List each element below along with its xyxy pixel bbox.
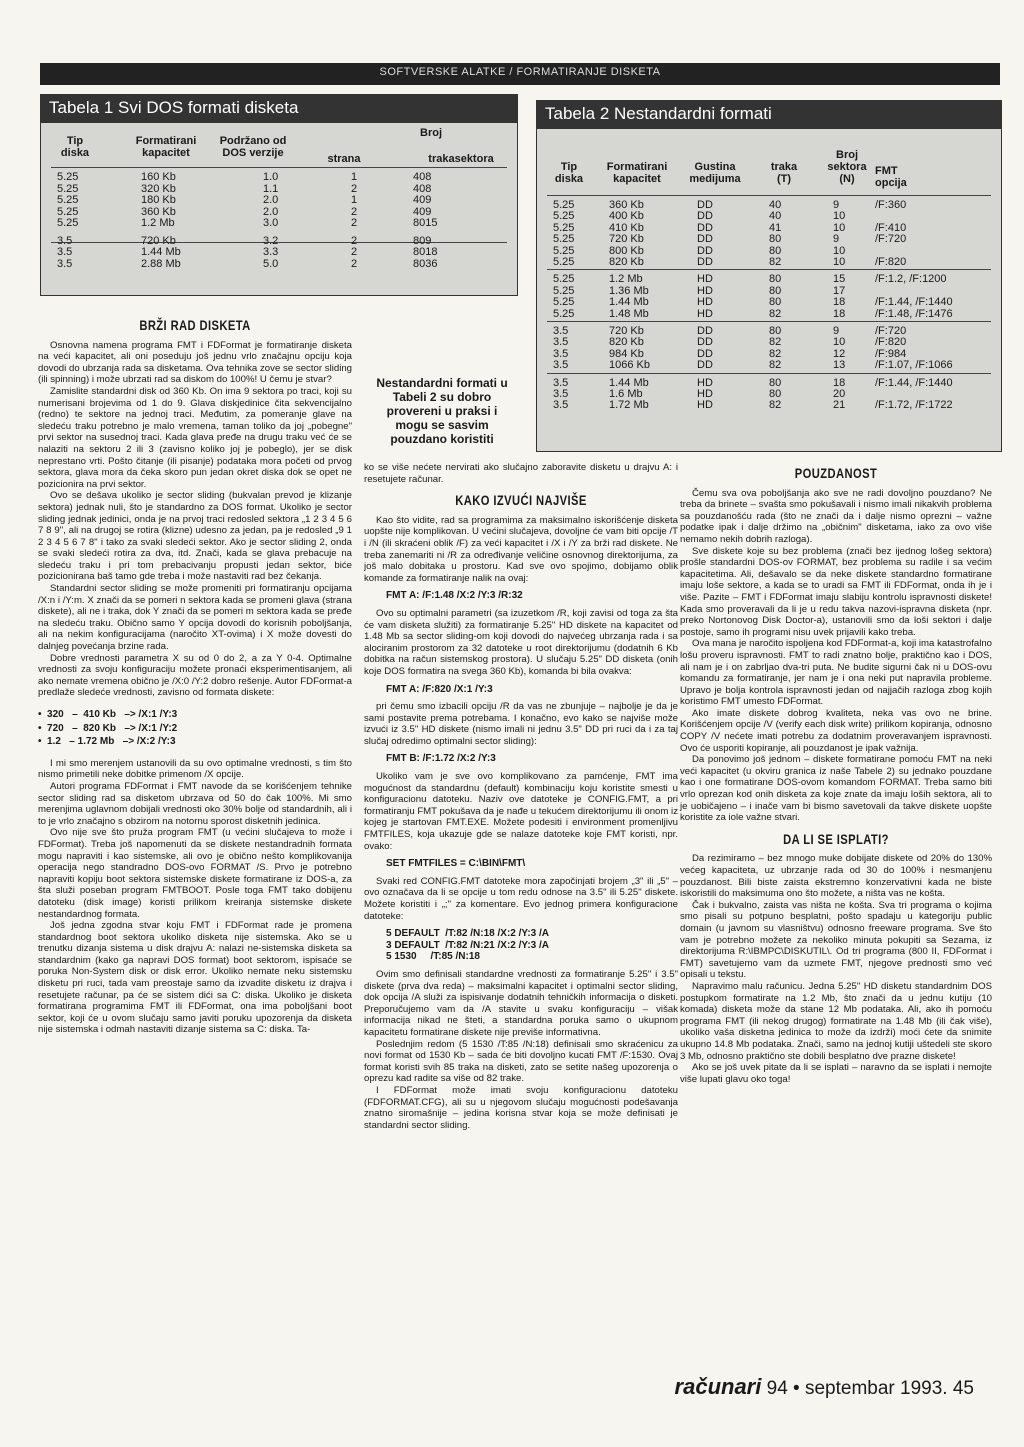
t1-header-broj: Broj bbox=[420, 127, 442, 139]
t1-cell: 1 bbox=[351, 171, 358, 183]
t1-cell: 2 bbox=[351, 205, 358, 218]
paragraph: Kao što vidite, rad sa programima za maksimalno iskorišćenje disketa uopšte nije komplikovan. U većini slučajeva, dovoljne će vam biti opcije /T i /N (ili skraćeni oblik /F) za veći kapacitet i /X i /Y za brži rad diskete. Ne treba zanemariti ni /R za određivanje veličine osnovnog direktorijuma, za još malo dobitaka u prostoru. Kad sve ovo spojimo, dobijamo oblik komande za formatiranje nalik na ovaj: bbox=[364, 514, 678, 584]
t2-cell: 80 bbox=[769, 325, 782, 337]
t2-cell: 13 bbox=[833, 359, 846, 372]
paragraph: Ako imate diskete dobrog kvaliteta, neka vas ovo ne brine. Korišćenjem opcije /V (verify each disk write) prilikom kopiranja, odnosno COPY /V nećete imati potrebu za dodatnim proveravanjem ispravnosti. Ovo će usporiti kopiranje, ali pouzdanost je ipak važnija. bbox=[680, 707, 992, 754]
t1-cell: 2 bbox=[351, 257, 358, 270]
t2-header-fmt: FMT opcija bbox=[875, 165, 907, 189]
t1-cell: 2 bbox=[351, 182, 358, 195]
t2-header-tip: Tip diska bbox=[554, 161, 584, 185]
t1-cell: 180 Kb bbox=[141, 194, 176, 206]
table-1 bbox=[40, 94, 518, 296]
t2-cell: 1.48 Mb bbox=[609, 307, 649, 320]
t1-header-trak: trakasektora bbox=[428, 153, 494, 165]
t1-cell: 160 Kb bbox=[141, 171, 176, 183]
t1-cell: 1.44 Mb bbox=[141, 246, 181, 258]
t2-cell: 5.25 bbox=[553, 244, 575, 257]
t1-header-strana: strana bbox=[327, 153, 361, 165]
t1-cell: 320 Kb bbox=[141, 182, 176, 195]
t2-cell: 5.25 bbox=[553, 296, 575, 309]
paragraph: Ovim smo definisali standardne vrednosti za formatiranje 5.25" i 3.5" diskete (prva dva reda) – maksimalni kapacitet i optimalni sector sliding, dok opcija /A služi za ispisivanje dodatnih tehničkih informacija o disketi. Preporučujemo vam da /A stavite u svaku konfiguraciju – višak informacija nikad ne šteti, a standardna poruka samo o ukupnom kapacitetu formatirane diskete nije previše informativna. bbox=[364, 968, 678, 1038]
paragraph: Ovo su optimalni parametri (sa izuzetkom /R, koji zavisi od toga za šta će vam disketa služiti) za formatiranje 5.25" HD diskete na kapacitet od 1.48 Mb sa sector sliding-om koji dovodi do najvećeg ubrzanja rada i sa alociranim prostorom za 32 datoteke u root direktorijumu (dodatnih 6 Kb dobitka na račun sistemskog prostora). U slučaju 5.25" DD disketa (onih koje DOS formatira na svega 360 Kb), komanda bi bila ovakva: bbox=[364, 607, 678, 677]
t1-cell: 5.25 bbox=[57, 194, 79, 206]
t2-cell: 82 bbox=[769, 336, 782, 349]
page-footer bbox=[675, 1374, 974, 1400]
paragraph: ko se više nećete nervirati ako slučajno zaboravite disketu u drajvu A: i resetujete računar. bbox=[364, 462, 678, 485]
t2-cell: HD bbox=[697, 284, 713, 297]
t1-cell: 5.25 bbox=[57, 182, 79, 195]
t2-cell: 820 Kb bbox=[609, 256, 644, 268]
t2-cell: 5.25 bbox=[553, 307, 575, 320]
t2-cell: 720 Kb bbox=[609, 233, 644, 246]
t2-cell: 80 bbox=[769, 376, 782, 389]
paragraph: Još jedna zgodna stvar koju FMT i FDFormat rade je promena standardnog boot sektora ukoliko disketa nije sistemska. Ako se u trenutku dizanja sistema u disk drajvu A: nalazi ne-sistemska disketa sa standardnim (kako ga napravi DOS format) boot sektorom, ispisaće se poruka Non-System disk or disk error. Ukoliko nemate neku sistemsku disketu pri ruci, tada vam preostaje samo da izvadite disketu iz drajva i resetujete računar, pa će se sistem dići sa C: diska. Ukoliko je disketa formatirana programima FMT ili FDFormat, ona ima poboljšani boot sektor, koji će u ovom slučaju samo javiti poruku upozorenja da disketa nije sistemska i odmah nastaviti dizanje sistema sa C: diska. Ta- bbox=[38, 920, 352, 1036]
t2-cell: 82 bbox=[769, 256, 782, 268]
command-example: SET FMTFILES = C:\BIN\FMT\ bbox=[386, 858, 526, 870]
t2-cell: 1.72 Mb bbox=[609, 399, 649, 412]
t1-divider bbox=[51, 242, 507, 243]
t2-cell: 80 bbox=[769, 388, 782, 400]
t2-cell: 82 bbox=[769, 359, 782, 372]
t2-header-broj: Broj sektora (N) bbox=[827, 149, 867, 185]
t2-divider bbox=[547, 321, 991, 322]
t2-cell: 10 bbox=[833, 244, 846, 257]
t2-cell: /F:820 bbox=[875, 336, 907, 349]
t2-cell: 10 bbox=[833, 221, 846, 234]
paragraph: I FDFormat može imati svoju konfiguracionu datoteku (FDFORMAT.CFG), ali su u njegovom slučaju mogućnosti podešavanja znatno siromašnije – jedina korisna stvar koja se može definisati je standardni sector sliding. bbox=[364, 1084, 678, 1131]
paragraph: Poslednjim redom (5 1530 /T:85 /N:18) definisali smo skraćenicu za novi format od 1530 Kb – sada će biti dovoljno kucati FMT /F:1530. Ovaj format koristi svih 85 traka na disketi, zato se setite našeg upozorenja o oprezu kad radite sa više od 82 trake. bbox=[364, 1038, 678, 1085]
article-column-2 bbox=[364, 462, 678, 1131]
bullet-item: • 320 – 410 Kb –> /X:1 /Y:3 bbox=[38, 709, 178, 720]
bullet-item: • 720 – 820 Kb –> /X:1 /Y:2 bbox=[38, 722, 178, 734]
config-example: 5 DEFAULT /T:82 /N:18 /X:2 /Y:3 /A 3 DEFAULT /T:82 /N:21 /X:2 /Y:3 /A 5 1530 /T:85 /N:18 bbox=[386, 928, 549, 963]
t2-cell: 40 bbox=[769, 199, 782, 211]
t2-cell: 40 bbox=[769, 210, 782, 223]
t2-header-kapacitet: Formatirani kapacitet bbox=[606, 161, 668, 185]
t2-cell: 80 bbox=[769, 284, 782, 297]
t1-cell: 1 bbox=[351, 194, 358, 206]
heading-brzi-rad: BRŽI RAD DISKETA bbox=[139, 317, 251, 333]
paragraph: I mi smo merenjem ustanovili da su ovo optimalne vrednosti, s tim što nismo primetili neke dobitke primenom /X opcije. bbox=[38, 757, 352, 781]
t2-cell: 10 bbox=[833, 210, 846, 223]
t2-cell: 3.5 bbox=[553, 399, 569, 412]
t2-cell: 720 Kb bbox=[609, 325, 644, 337]
t2-cell: 5.25 bbox=[553, 284, 575, 297]
t2-cell: 80 bbox=[769, 244, 782, 257]
t1-cell: 809 bbox=[413, 234, 432, 247]
t2-cell: 3.5 bbox=[553, 347, 569, 360]
command-example: FMT B: /F:1.72 /X:2 /Y:3 bbox=[386, 753, 496, 765]
paragraph: Zamislite standardni disk od 360 Kb. On ima 9 sektora po traci, koji su numerisani brojevima od 1 do 9. Glava diskjedinice čita sekvencijalno (redno) te sektore na jednoj traci. Međutim, za pomeranje glave na sledeću traku potrebno je malo vremena, taman toliko da joj „pobegne" prvi sektor na susednoj traci. Kada glava pređe na drugu traku već će se nalaziti na sektoru 2 ili 3 (zavisno koliko joj je pobeglo), jer se disk neprestano vrti. Pošto čitanje (ili pisanje) podataka mora početi od prvog sektora, glava mora da čeka skoro pun jedan okret diska dok se opet ne pozicionira na prvi sektor. bbox=[38, 385, 352, 490]
t1-cell: 2 bbox=[351, 217, 358, 229]
t2-cell: 82 bbox=[769, 307, 782, 320]
t1-cell: 409 bbox=[413, 194, 432, 206]
t2-cell: 80 bbox=[769, 296, 782, 309]
t1-cell: 409 bbox=[413, 205, 432, 218]
t2-cell: 5.25 bbox=[553, 233, 575, 246]
t2-cell: 80 bbox=[769, 273, 782, 286]
paragraph: Standardni sector sliding se može promeniti pri formatiranju opcijama /X:n i /Y:m. X znači da se pomeri n sektora kada se promeni glava (strana diskete), ali ne i traka, dok Y znači da se pomeri m sektora kada se pređe na sledeću traku. Obično samo Y opcija dovodi do korisnih poboljšanja, ali na nekim konfiguracijama (naročito XT-ovima) i X može dovesti do dalnjeg povećanja brzine rada. bbox=[38, 583, 352, 653]
t1-cell: 5.25 bbox=[57, 205, 79, 218]
t2-cell: 82 bbox=[769, 399, 782, 412]
t1-cell: 2.88 Mb bbox=[141, 257, 181, 270]
paragraph: Sve diskete koje su bez problema (znači bez ijednog lošeg sektora) prošle standardni DOS-ov FORMAT, bez problema su radile i sa većim kapacitetima. Ali, dešavalo se da neke diskete standardno formatirane imaju loše sektore, a kada se to uradi sa FMT ili FDFormat, onda ih je i više. Pazite – FMT i FDFormat imaju slabiju kontrolu ispravnosti diskete! Kada smo proveravali da li je u redu takva nazovi-ispravna disketa (npr. preko Nortonovog Disk Doctor-a), ustanovili smo da loši sektori i dalje postoje, samo ih programi nisu uvek prijavili kako treba. bbox=[680, 545, 992, 638]
t2-cell: 18 bbox=[833, 296, 846, 309]
t2-cell: 1066 Kb bbox=[609, 359, 650, 372]
t2-cell: /F:1.44, /F:1440 bbox=[875, 296, 953, 309]
t2-cell: /F:1.48, /F:1476 bbox=[875, 307, 953, 320]
article-column-3 bbox=[680, 458, 992, 1085]
t1-cell: 5.0 bbox=[263, 257, 279, 270]
section-header bbox=[40, 63, 1000, 85]
t2-header-gustina: Gustina medijuma bbox=[689, 161, 741, 185]
article-column-1 bbox=[38, 310, 352, 1036]
table-2 bbox=[536, 100, 1002, 452]
paragraph: Svaki red CONFIG.FMT datoteke mora započinjati brojem „3" ili „5" – ovo označava da li se opcije u tom redu odnose na 3.5" ili 5.25" diskete. Možete koristiti i „;" za komentare. Evo jednog primera konfiguracione datoteke: bbox=[364, 875, 678, 922]
t2-cell: 10 bbox=[833, 336, 846, 349]
t2-cell: /F:360 bbox=[875, 199, 907, 211]
t2-cell: /F:820 bbox=[875, 256, 907, 268]
paragraph: Da ponovimo još jednom – diskete formatirane pomoću FMT na neki veći kapacitet (u okviru granica iz naše Tabele 2) su jednako pouzdane kao i one formatirane DOS-ovom komandom FORMAT. Treba samo biti vrlo oprezan kod onih disketa za koje znate da imaju loših sektora, ali to je uobičajeno – i inače vam bi bismo savetovali da takve diskete uopšte koristite za iole važne stvari. bbox=[680, 754, 992, 824]
paragraph: Ukoliko vam je sve ovo komplikovano za pamćenje, FMT ima mogućnost da standardnu (default) kombinaciju koju koristite smesti u konfiguracionu datoteku. Naziv ove datoteke je CONFIG.FMT, a pri formatiranju FMT pokušava da je nađe u tekućem direktorijumu ili onom iz kojeg je startovan FMT.EXE. Možete podesiti i environment promenljivu FMTFILES, koja ukazuje gde se nalaze datoteke koje FMT koristi, npr. ovako: bbox=[364, 771, 678, 852]
t2-cell: 3.5 bbox=[553, 336, 569, 349]
t1-cell: 2.0 bbox=[263, 205, 279, 218]
t2-cell: 984 Kb bbox=[609, 347, 644, 360]
t1-cell: 2 bbox=[351, 234, 358, 247]
t2-cell: DD bbox=[697, 359, 713, 372]
t2-cell: DD bbox=[697, 347, 713, 360]
t2-cell: /F:1.44, /F:1440 bbox=[875, 376, 953, 389]
t1-header-dos: Podržano od DOS verzije bbox=[219, 135, 287, 159]
table-2-caption: Nestandardni formati u Tabeli 2 su dobro provereni u praksi i mogu se sasvim pouzdano koristiti bbox=[376, 376, 508, 446]
t1-cell: 3.5 bbox=[57, 234, 73, 247]
t2-cell: /F:1.07, /F:1066 bbox=[875, 359, 953, 372]
t2-cell: 21 bbox=[833, 399, 846, 412]
t1-cell: 360 Kb bbox=[141, 205, 176, 218]
t2-cell: HD bbox=[697, 388, 713, 400]
heading-pouzdanost: POUZDANOST bbox=[794, 465, 878, 481]
t1-cell: 3.3 bbox=[263, 246, 279, 258]
t2-cell: 5.25 bbox=[553, 210, 575, 223]
t2-header-traka: traka (T) bbox=[770, 161, 798, 185]
t2-cell: DD bbox=[697, 210, 713, 223]
t1-cell: 408 bbox=[413, 171, 432, 183]
t2-cell: 15 bbox=[833, 273, 846, 286]
t2-cell: 3.5 bbox=[553, 325, 569, 337]
t2-cell: DD bbox=[697, 244, 713, 257]
t2-cell: HD bbox=[697, 296, 713, 309]
t2-cell: DD bbox=[697, 325, 713, 337]
t2-cell: 5.25 bbox=[553, 273, 575, 286]
t1-header-kapacitet: Formatirani kapacitet bbox=[135, 135, 197, 159]
t2-cell: 800 Kb bbox=[609, 244, 644, 257]
t1-cell: 3.2 bbox=[263, 234, 279, 247]
t2-cell: HD bbox=[697, 399, 713, 412]
paragraph: Autori programa FDFormat i FMT navode da se korišćenjem tehnike sector sliding rad sa disketom ubrzava od 50 do čak 100%. Mi smo merenjima uglavnom dobijali vrednosti oko 30% bolje od standardnih, ali i to je vrlo značajno s obzirom na notornu sporost disketnih jedinica. bbox=[38, 780, 352, 827]
paragraph: Ova mana je naročito ispoljena kod FDFormat-a, koji ima katastrofalno lošu proveru ispravnosti. FMT to radi znatno bolje, praktično kao i DOS, ali nam je i on zabrljao dva-tri puta. Ne budite sigurni čak ni u DOS-ovu komandu za formatiranje, jer nam je i ona neki put napravila probleme. Upravo je bolja kontrola ispravnosti jedan od najjačih razloga zbog kojih koristimo FMT umesto FDFormat. bbox=[680, 638, 992, 708]
t1-cell: 720 Kb bbox=[141, 234, 176, 247]
t2-cell: 410 Kb bbox=[609, 221, 644, 234]
paragraph: Čak i bukvalno, zaista vas ništa ne košta. Sva tri programa o kojima smo pisali su potpuno besplatni, pošto spadaju u kategoriju public domain (u javnom su vlasništvu) odnosno freeware programa. Sve što vam je potrebno možete za nekoliko minuta pokupiti sa Sezama, iz direktorijuma R:\IBMPC\DISKUTIL\. Od tri programa (800 II, FDFormat i FMT) savetujemo vam da uzmete FMT, njegove prednosti smo već opisali u tekstu. bbox=[680, 899, 992, 981]
t1-header-tip: Tip diska bbox=[60, 135, 90, 159]
paragraph: Napravimo malu računicu. Jedna 5.25" HD disketu standardnim DOS postupkom formatirate na 1.2 Mb, što znači da u jednu kutiju (10 komada) disketa može da stane 12 Mb podataka. Ali, ako ih pomoću programa FMT (ili nekog drugog) formatirate na 1.48 Mb (ili čak više), ukoliko vaša disketna jedinica to može da izdrži) moći ćete da snimite ukupno 14.8 Mb podataka. Znači, samo na jednoj kutiji uštedeli ste skoro 3 Mb, odnosno praktično ste dobili besplatno dve prazne diskete! bbox=[680, 980, 992, 1062]
t2-cell: HD bbox=[697, 273, 713, 286]
t2-cell: 9 bbox=[833, 233, 840, 246]
t1-cell: 2.0 bbox=[263, 194, 279, 206]
heading-da-li-se-isplati: DA LI SE ISPLATI? bbox=[783, 830, 889, 847]
t2-cell: 1.36 Mb bbox=[609, 284, 649, 297]
t2-cell: HD bbox=[697, 376, 713, 389]
t2-cell: DD bbox=[697, 256, 713, 268]
t2-cell: /F:1.2, /F:1200 bbox=[875, 273, 947, 286]
t1-cell: 3.0 bbox=[263, 217, 279, 229]
t2-cell: DD bbox=[697, 233, 713, 246]
heading-kako-izvuci: KAKO IZVUĆI NAJVIŠE bbox=[455, 492, 587, 509]
paragraph: Ovo nije sve što pruža program FMT (u većini slučajeva to može i FDFormat). Treba još napomenuti da se diskete nestandradnih formata mogu napraviti i kao sistemske, ali ovo je obično nešto komplikovanija operacija nego standradno DOS-ovo FORMAT /S. Prvo je potrebno napraviti kopiju boot sektora sistemske diskete formatirane iz DOS-a, za šta služi poseban program FMTBOOT. Posle toga FMT tako dobijenu datoteku (disk image) koristi prilikom kreiranja sistemske diskete nestandardnog formata. bbox=[38, 827, 352, 920]
t2-cell: 3.5 bbox=[553, 388, 569, 400]
command-example: FMT A: /F:820 /X:1 /Y:3 bbox=[386, 683, 493, 695]
table-1-title: Tabela 1 Svi DOS formati disketa bbox=[41, 95, 517, 123]
t2-cell: DD bbox=[697, 199, 713, 211]
paragraph: Čemu sva ova poboljšanja ako sve ne radi dovoljno pouzdano? Ne treba da brinete – svašta smo pokušavali i nismo imali nikakvih problema sa pouzdanošću rada (što ne znači da i dalje nismo oprezni – važne podatke ipak i dalje držimo na „običnim" disketama, iako za ovo više nemamo nekih dobrih razloga). bbox=[680, 487, 992, 545]
paragraph: Da rezimiramo – bez mnogo muke dobijate diskete od 20% do 130% većeg kapaciteta, uz ubrzanje rada od 30 do 100% i nesmanjenu pouzdanost. Bili biste zaista ekstremno konzervativni kada ne biste iskoristili do maksimuma ono što možete, a ništa vas ne košta. bbox=[680, 853, 992, 900]
t2-cell: /F:984 bbox=[875, 347, 907, 360]
t1-cell: 5.25 bbox=[57, 217, 79, 229]
t2-cell: 9 bbox=[833, 325, 840, 337]
t2-cell: 18 bbox=[833, 376, 846, 389]
t2-cell: 41 bbox=[769, 221, 782, 234]
t2-cell: 80 bbox=[769, 233, 782, 246]
paragraph: Ako se još uvek pitate da li se isplati – naravno da se isplati i nemojte više lupati glavu oko toga! bbox=[680, 1062, 992, 1085]
t2-cell: 1.6 Mb bbox=[609, 388, 643, 400]
t2-cell: 360 Kb bbox=[609, 199, 644, 211]
t2-cell: /F:720 bbox=[875, 233, 907, 246]
t2-cell: 12 bbox=[833, 347, 846, 360]
magazine-logo: računari bbox=[674, 1374, 762, 1399]
t2-cell: 1.44 Mb bbox=[609, 296, 649, 309]
t2-cell: 5.25 bbox=[553, 221, 575, 234]
t2-cell: 82 bbox=[769, 347, 782, 360]
t2-cell: 18 bbox=[833, 307, 846, 320]
t2-divider bbox=[547, 373, 991, 374]
t2-cell: /F:720 bbox=[875, 325, 907, 337]
t2-cell: HD bbox=[697, 307, 713, 320]
t1-cell: 408 bbox=[413, 182, 432, 195]
t2-divider bbox=[547, 195, 991, 196]
t1-cell: 8015 bbox=[413, 217, 438, 229]
t2-cell: 5.25 bbox=[553, 256, 575, 268]
t1-cell: 1.2 Mb bbox=[141, 217, 175, 229]
section-title: SOFTVERSKE ALATKE / FORMATIRANJE DISKETA bbox=[379, 66, 661, 78]
t1-cell: 8036 bbox=[413, 257, 438, 270]
paragraph: Ovo se dešava ukoliko je sector sliding (bukvalan prevod je klizanje sektora) jednak nuli, što je standardno za DOS format. Ukoliko je sector sliding jednak jedinici, onda je na prvoj traci redosled sektora „1 2 3 4 5 6 7 8 9", ali na drugoj se rotira (klizne) udesno za jedan, pa je redosled „9 1 2 3 4 5 6 7 8" i tako za svaki sledeći sektor. Ako je sector sliding 2, onda se svaki sledeći rotira za dva, itd. Znači, kada se glava prebacuje na sledeću traku i pri tom prebacivanju propusti jedan sektor, biće pozicionirana baš tamo gde treba i može nastaviti rad bez čekanja. bbox=[38, 490, 352, 583]
t2-cell: 820 Kb bbox=[609, 336, 644, 349]
command-example: FMT A: /F:1.48 /X:2 /Y:3 /R:32 bbox=[386, 590, 523, 602]
t2-cell: 3.5 bbox=[553, 376, 569, 389]
t2-divider bbox=[547, 269, 991, 270]
t2-cell: DD bbox=[697, 336, 713, 349]
t2-cell: 1.44 Mb bbox=[609, 376, 649, 389]
t1-cell: 1.0 bbox=[263, 171, 279, 183]
t1-cell: 3.5 bbox=[57, 246, 73, 258]
t2-cell: 5.25 bbox=[553, 199, 575, 211]
t2-cell: 400 Kb bbox=[609, 210, 644, 223]
table-2-title: Tabela 2 Nestandardni formati bbox=[537, 101, 1001, 129]
t1-divider bbox=[51, 167, 507, 168]
t2-cell: 17 bbox=[833, 284, 846, 297]
paragraph: Osnovna namena programa FMT i FDFormat je formatiranje disketa na veći kapacitet, ali oni poseduju još jednu vrlo značajnu opciju koja dovodi do ubrzanja rada sa disketama. Ova tehnika zove se sector sliding (ili spinning) i može ubrzati rad sa diskom do 100%! U čemu je stvar? bbox=[38, 339, 352, 386]
paragraph: pri čemu smo izbacili opciju /R da vas ne zbunjuje – najbolje je da je sami postavite prema potrebama. I konačno, evo kako se najviše može izvući iz 3.5" HD diskete (nismo imali ni jednu 3.5" DD pri ruci da i za taj slučaj odredimo optimalni sector sliding): bbox=[364, 701, 678, 747]
t1-cell: 5.25 bbox=[57, 171, 79, 183]
t1-cell: 3.5 bbox=[57, 257, 73, 270]
t2-cell: 3.5 bbox=[553, 359, 569, 372]
issue-info: 94 • septembar 1993. 45 bbox=[761, 1378, 974, 1399]
t2-cell: 10 bbox=[833, 256, 846, 268]
t1-cell: 2 bbox=[351, 246, 358, 258]
t2-cell: 9 bbox=[833, 199, 840, 211]
t2-cell: 20 bbox=[833, 388, 846, 400]
t2-cell: DD bbox=[697, 221, 713, 234]
t2-cell: /F:410 bbox=[875, 221, 907, 234]
t1-cell: 8018 bbox=[413, 246, 438, 258]
paragraph: Dobre vrednosti parametra X su od 0 do 2, a za Y 0-4. Optimalne vrednosti za svoju konfiguraciju možete pronaći eksperimentisanjem, ali ako nemate vremena obično je /X:0 /Y:2 dobro rešenje. Autor FDFormat-a predlaže sledeće vrednosti, zavisno od formata diskete: bbox=[38, 652, 352, 699]
t1-cell: 1.1 bbox=[263, 182, 279, 195]
bullet-item: • 1.2 – 1.72 Mb –> /X:2 /Y:3 bbox=[38, 736, 176, 748]
t2-cell: /F:1.72, /F:1722 bbox=[875, 399, 953, 412]
t2-cell: 1.2 Mb bbox=[609, 273, 643, 286]
